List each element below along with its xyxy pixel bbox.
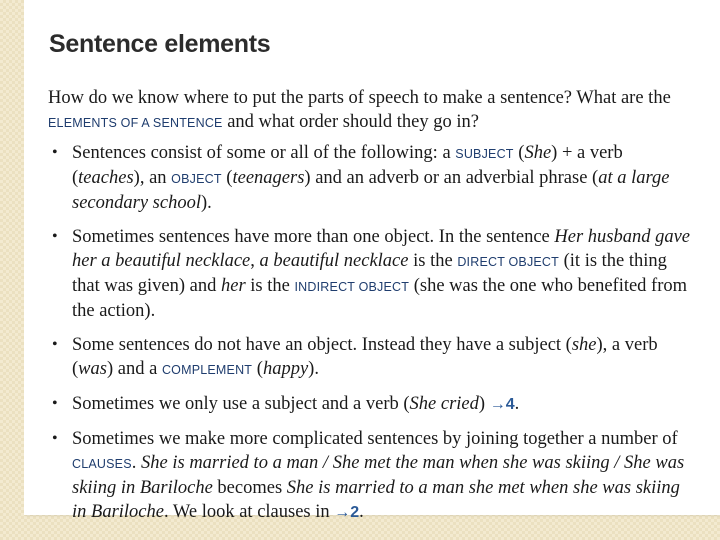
arrow-right-icon: → <box>489 396 506 413</box>
bullet-marker: • <box>52 336 58 353</box>
text-run: ). <box>200 193 212 213</box>
text-run: Sometimes sentences have more than one object. In the sentence <box>72 227 555 247</box>
reference-number: 4 <box>505 396 515 413</box>
text-run: ) and a <box>106 359 162 379</box>
text-run: is the <box>408 251 458 271</box>
page-title: Sentence elements <box>49 30 271 58</box>
text-run: , <box>250 251 260 271</box>
text-run: ). <box>308 359 319 379</box>
text-run: ) + a verb ( <box>72 143 623 188</box>
list-item <box>48 225 698 323</box>
list-item <box>48 392 698 417</box>
text-run: ( <box>252 359 263 379</box>
list-item <box>48 427 698 525</box>
text-run: . <box>359 502 364 522</box>
example-text: She is married to a man she met when she was skiing in Bariloche <box>72 478 680 522</box>
term-subject: SUBJECT <box>455 147 514 161</box>
intro-paragraph <box>48 86 698 135</box>
term-elements-of-a-sentence: ELEMENTS OF A SENTENCE <box>48 116 223 130</box>
text-run: Sometimes we make more complicated sentences by joining together a number of <box>72 429 678 449</box>
example-text: happy <box>262 359 309 379</box>
text-run: Sentences consist of some or all of the following: a <box>72 143 456 163</box>
bullet-marker: • <box>52 395 58 412</box>
list-item <box>48 333 698 382</box>
example-text: teaches <box>78 168 134 188</box>
bullet-marker: • <box>52 144 58 161</box>
bullet-marker: • <box>52 228 58 245</box>
example-text: at a large secondary school <box>72 168 670 213</box>
term-direct-object: DIRECT OBJECT <box>457 255 559 269</box>
text-run: (she was the one who benefited from the action). <box>72 276 688 321</box>
example-text: she <box>571 335 597 355</box>
arrow-right-icon: → <box>334 504 351 521</box>
body-text <box>48 86 698 535</box>
text-run: ( <box>513 143 525 163</box>
term-object: OBJECT <box>171 172 222 186</box>
text-run: (it is the thing that was given) and <box>72 251 667 296</box>
text-run: Sometimes we only use a subject and a verb ( <box>72 394 410 414</box>
text-run: . <box>131 453 142 473</box>
example-text: She <box>524 143 552 163</box>
example-text: was <box>78 359 107 379</box>
term-complement: COMPLEMENT <box>161 363 253 377</box>
text-run: ) and an adverb or an adverbial phrase ( <box>304 168 599 188</box>
text-run: ), an <box>133 168 172 188</box>
reference-number: 2 <box>350 504 360 521</box>
text-run: and what order should they go in? <box>222 112 479 132</box>
text-run: is the <box>245 276 295 296</box>
bullet-list <box>48 141 698 525</box>
bullet-marker: • <box>52 430 58 447</box>
list-item <box>48 141 698 215</box>
example-text: She cried <box>409 394 479 414</box>
text-run: becomes <box>212 478 287 498</box>
term-clauses: CLAUSES <box>72 457 132 471</box>
text-run: . We look at clauses in <box>163 502 335 522</box>
text-run: ), a verb ( <box>72 335 658 379</box>
text-run: Some sentences do not have an object. Instead they have a subject ( <box>72 335 572 355</box>
example-text: She is married to a man / She met the man when she was skiing / She was skiing in Bariloche <box>72 453 685 498</box>
cross-reference-link[interactable] <box>490 396 515 413</box>
cross-reference-link[interactable] <box>334 504 359 521</box>
example-text: her <box>221 276 246 296</box>
term-indirect-object: INDIRECT OBJECT <box>294 280 410 294</box>
example-text: Her husband gave her a beautiful necklace <box>72 227 691 271</box>
text-run: . <box>514 394 520 414</box>
example-text: a beautiful necklace <box>259 251 409 271</box>
text-run: ) <box>478 394 490 414</box>
example-text: teenagers <box>232 168 305 188</box>
text-run: ( <box>221 168 233 188</box>
text-run: How do we know where to put the parts of speech to make a sentence? What are the <box>48 88 671 108</box>
